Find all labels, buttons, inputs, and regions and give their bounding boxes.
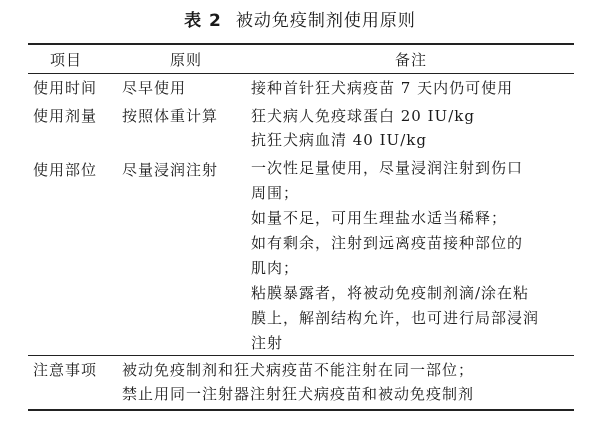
row-3-principle: 尽量浸润注射 (122, 161, 219, 179)
row-3-note-line-6: 粘膜暴露者，将被动免疫制剂滴/涂在粘 (251, 284, 530, 302)
top-rule (28, 43, 574, 45)
bottom-rule (28, 409, 574, 411)
row-3-note-line-7: 膜上，解剖结构允许，也可进行局部浸润 (251, 309, 540, 327)
row-3-note-line-5: 肌肉； (251, 259, 300, 277)
row-2-item: 使用剂量 (33, 107, 98, 125)
row-3-note-line-4: 如有剩余，注射到远离疫苗接种部位的 (251, 234, 524, 252)
row-3-note-line-8: 注射 (251, 334, 284, 352)
row-2-note-line-2: 抗狂犬病血清 40 IU/kg (251, 131, 427, 149)
precautions-line-1: 被动免疫制剂和狂犬病疫苗不能注射在同一部位； (122, 361, 475, 379)
table-caption (0, 10, 600, 32)
row-1-principle: 尽早使用 (122, 79, 187, 97)
row-1-note: 接种首针狂犬病疫苗 7 天内仍可使用 (251, 79, 514, 97)
header-item: 项目 (50, 51, 83, 69)
table-title: 被动免疫制剂使用原则 (235, 11, 416, 31)
precautions-line-2: 禁止用同一注射器注射狂犬病疫苗和被动免疫制剂 (122, 385, 475, 403)
body-rule (28, 355, 574, 356)
row-3-note-line-3: 如量不足，可用生理盐水适当稀释； (251, 209, 508, 227)
row-2-note-line-1: 狂犬病人免疫球蛋白 20 IU/kg (251, 107, 475, 125)
row-3-note-line-1: 一次性足量使用，尽量浸润注射到伤口 (251, 159, 524, 177)
table-number: 表 2 (184, 11, 222, 31)
precautions-item: 注意事项 (33, 361, 98, 379)
header-rule (28, 73, 574, 74)
header-note: 备注 (395, 51, 428, 69)
header-principle: 原则 (170, 51, 203, 69)
row-3-note-line-2: 周围； (251, 184, 300, 202)
row-1-item: 使用时间 (33, 79, 98, 97)
row-2-principle: 按照体重计算 (122, 107, 219, 125)
row-3-item: 使用部位 (33, 161, 98, 179)
